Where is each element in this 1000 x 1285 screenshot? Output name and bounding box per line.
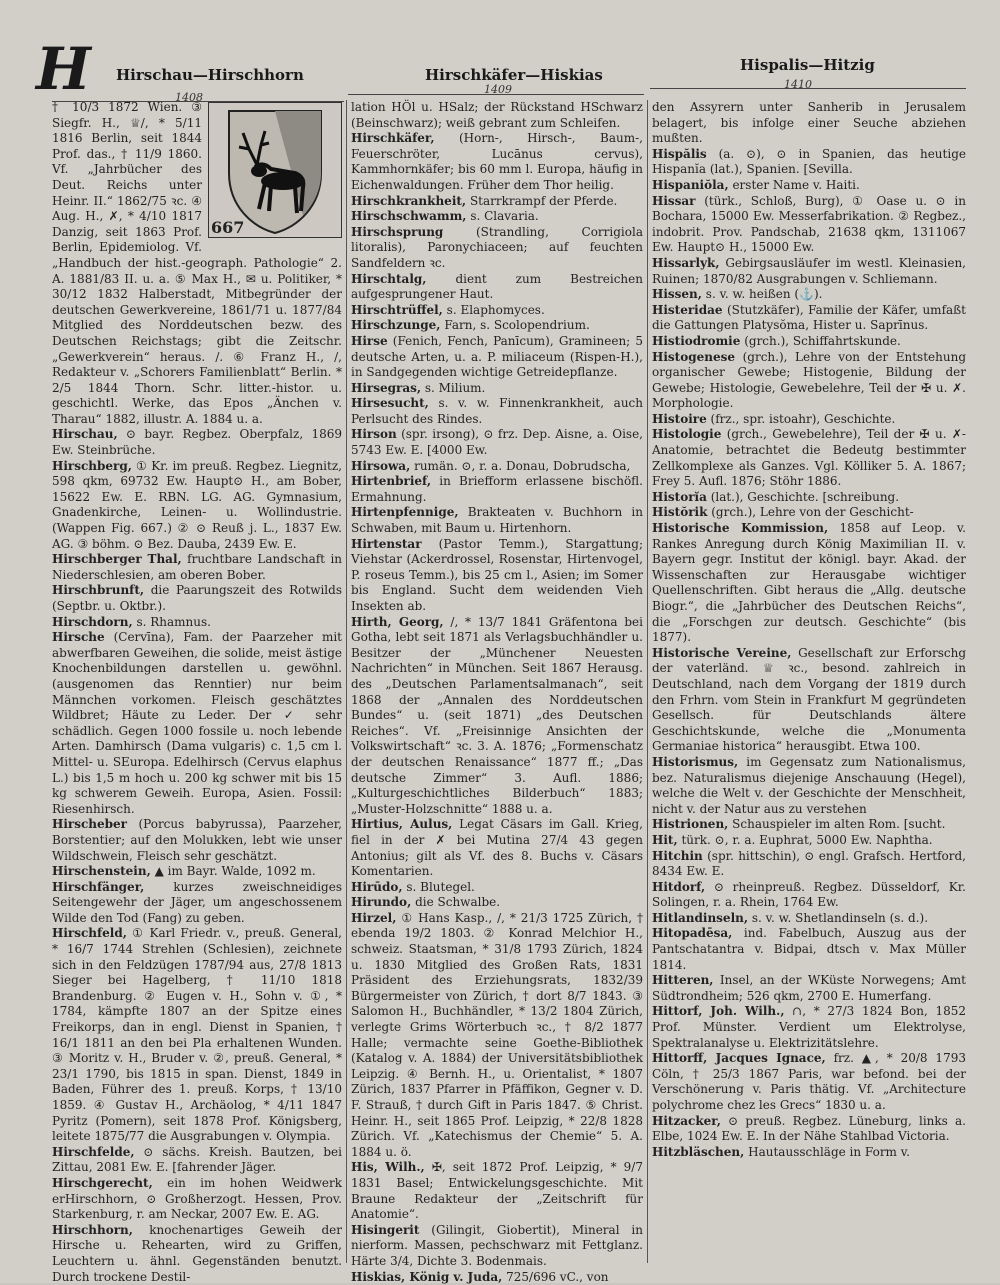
entry: Hitteren, Insel, an der WKüste Norwegens; Amt Südtrondheim; 526 qkm, 2700 E. Humerfang. <box>652 973 966 1003</box>
entry: Histologie (grch., Gewebelehre), Teil der ✠ u. ✗-Anatomie, betrachtet die Bedeutg bestimmter Zellkomplexe als Ganzes. Vgl. Kölliker 5. A. 1867; Frey 5. Aufl. 1876; Stöhr 1886. <box>652 427 966 489</box>
entry: Hitdorf, ⊙ rheinpreuß. Regbez. Düsseldorf, Kr. Solingen, r. a. Rhein, 1764 Ew. <box>652 879 966 910</box>
left-column-title: Hirschau—Hirschhorn <box>116 66 304 84</box>
column-left <box>52 100 343 1284</box>
entry: Hitzacker, ⊙ preuß. Regbez. Lüneburg, links a. Elbe, 1024 Ew. E. In der Nähe Stahlbad Victoria. <box>652 1113 966 1144</box>
entry: Hirschtalg, dient zum Bestreichen aufgesprungener Haut. <box>351 271 643 302</box>
entry: Hirscheber (Porcus babyrussa), Paarzeher, Borstentier; auf den Molukken, lebt wie unser Wildschwein, Fleisch sehr geschätzt. <box>52 817 342 863</box>
entry: Hisingerit (Gilingit, Giobertit), Mineral in nierform. Massen, pechschwarz mit Fettglanz. Härte 3/4, Dichte 3. Bodenmais. <box>351 1222 643 1268</box>
entry: Hispaniŏla, erster Name v. Haiti. <box>652 177 860 192</box>
entry: Hitopadēsa, ind. Fabelbuch, Auszug aus der Pantschatantra v. Bidpai, dtsch v. Max Müller 1814. <box>652 926 966 972</box>
entry: Hitchin (spr. hittschin), ⊙ engl. Grafsch. Hertford, 8434 Ew. E. <box>652 848 966 879</box>
entry: Hirschbrunft, die Paarungszeit des Rotwilds (Septbr. u. Oktbr.). <box>52 583 342 613</box>
entry: Hirschfeld, ① Karl Friedr. v., preuß. General, * 16/7 1744 Strehlen (Schlesien), zeichnete sich in den Feldzügen 1787/94 aus, 27/8 1813 Sieger bei Hagelberg, † 11/10 1818 Brandenburg. ② Eugen v. H., Sohn v. ①, * 1784, kämpfte 1807 an der Spitze eines Freikorps, dan in engl. Dienst in Spanien, † 16/1 1811 an den bei Pla erhaltenen Wunden. ③ Moritz v. H., Bruder v. ②, preuß. General, * 23/1 1790, bis 1815 in span. Dienst, 1849 in Baden, Führer des 1. preuß. Korps, † 13/10 1859. ④ Gustav H., Archäolog, * 4/11 1847 Pyritz (Pomern), seit 1878 Prof. Königsberg, leitete 1875/77 die Ausgrabungen v. Olympia. <box>52 926 342 1144</box>
column-right <box>652 100 966 1263</box>
entry: Hirson (spr. irsong), ⊙ frz. Dep. Aisne, a. Oise, 5743 Ew. E. [4000 Ew. <box>351 427 643 458</box>
right-page-number: 1410 <box>784 78 812 91</box>
column-center <box>351 100 643 1284</box>
entry: Hirūdo, s. Blutegel. <box>351 879 475 894</box>
entry: Hirtius, Aulus, Legat Cäsars im Gall. Krieg, fiel in der ✗ bei Mutina 27/4 43 gegen Antonius; gilt als Vf. des 8. Buchs v. Cäsars Komentarien. <box>351 817 643 879</box>
entry: Historische Vereine, Gesellschaft zur Erforschg der vaterländ. ♕ ꝛc., besond. zahlreich in Deutschland, nach dem Vorgang der 1819 durch den Frhrn. vom Stein in Frankfurt M gegründeten Gesellsch. für Deutschlands ältere Geschichtskunde, welche die „Monumenta Germaniae historica“ herausgibt. Etwa 100. <box>652 645 966 754</box>
figure-number: 667 <box>211 218 245 238</box>
entry: Hirtenpfennige, Brakteaten v. Buchhorn in Schwaben, mit Baum u. Hirtenhorn. <box>351 505 643 536</box>
entry: Hirschkäfer, (Horn-, Hirsch-, Baum-, Feuerschröter, Lucānus cervus), Kammhornkäfer; bis 60 mm l. Europa, häufig in Eichenwaldungen. Früher dem Thor heilig. <box>351 131 643 192</box>
entry: Hitzbläschen, Hautausschläge in Form v. <box>652 1144 910 1159</box>
entry: Hirschtrüffel, s. Elaphomyces. <box>351 302 545 317</box>
entry: Histeridae (Stutzkäfer), Familie der Käfer, umfaßt die Gattungen Platysŏma, Hister u. Saprīnus. <box>652 302 966 333</box>
center-page-number: 1409 <box>484 83 512 96</box>
entry: Hirsesucht, s. v. w. Finnenkrankheit, auch Perlsucht des Rindes. <box>351 396 643 426</box>
entry: Hirschzunge, Farn, s. Scolopendrium. <box>351 318 590 333</box>
entry: lation HÖl u. HSalz; der Rückstand HSchwarz (Beinschwarz); weiß gebrant zum Schleifen. <box>351 100 643 130</box>
entry: Hirschgerecht, ein im hohen Weidwerk erHirschhorn, ⊙ Großherzogt. Hessen, Prov. Starkenburg, r. am Neckar, 2007 Ew. E. AG. <box>52 1175 342 1222</box>
entry: Historĭa (lat.), Geschichte. [schreibung. <box>652 489 900 504</box>
entry: Hirschfänger, kurzes zweischneidiges Seitengewehr der Jäger, um angeschossenem Wilde den Tod (Fang) zu geben. <box>52 879 342 925</box>
entry: den Assyrern unter Sanherib in Jerusalem belagert, bis infolge einer Seuche abziehen mußten. <box>652 100 966 146</box>
entry: Hissen, s. v. w. heißen (⚓). <box>652 287 823 302</box>
entry: Hirschdorn, s. Rhamnus. <box>52 614 211 629</box>
entry: Hirzel, ① Hans Kasp., /, * 21/3 1725 Zürich, † ebenda 19/2 1803. ② Konrad Melchior H., schweiz. Staatsman, * 31/8 1793 Zürich, 1824 u. 1830 Mitglied des Großen Rats, 1831 Präsident des Erziehungsrats, 1832/39 Bürgermeister von Zürich, † dort 8/7 1843. ③ Salomon H., Buchhändler, * 13/2 1804 Zürich, verlegte Grims Wörterbuch ꝛc., † 8/2 1877 Halle; vermachte seine Goethe-Bibliothek (Katalog v. A. 1884) der Universitätsbibliothek Leipzig. ④ Bernh. H., u. Orientalist, * 1807 Zürich, 1837 Pfarrer in Pfäffikon, Gegner v. D. F. Strauß, † durch Gift in Paris 1847. ⑤ Christ. Heinr. H., seit 1865 Prof. Leipzig, * 22/8 1828 Zürich. Vf. „Katechismus der Chemie“ 5. A. 1884 u. ö. <box>351 910 643 1159</box>
entry: Hittorf, Joh. Wilh., ∩, * 27/3 1824 Bon, 1852 Prof. Münster. Verdient um Elektrolyse, Spektralanalyse u. Elektrizitätslehre. <box>652 1004 966 1050</box>
entry: † 10/3 1872 Wien. ③ Siegfr. H., ♕/, * 5/11 1816 Berlin, seit 1844 Prof. das., † 11/9 1860. Vf. „Jahrbücher des Deut. Reichs unter Heinr. II.“ 1862/75 ꝛc. ④ Aug. H., ✗, * 4/10 1817 Danzig, seit 1863 Prof. Berlin, Epidemiolog. Vf. „Handbuch der hist.-geograph. Pathologie“ 2. A. 1881/83 II. u. a. ⑤ Max H., ✉ u. Politiker, * 30/12 1832 Halberstadt, Mitbegründer der deutschen Gewerkvereine, 1861/71 u. 1877/84 Mitglied des Norddeutschen bezw. des Deutschen Reichstags; gibt die Zeitschr. „Gewerkverein“ heraus. /. ⑥ Franz H., /, Redakteur v. „Schorers Familienblatt“ Berlin. * 2/5 1844 Thorn. Schr. litter.-histor. u. geschichtl. Werke, das Epos „Änchen v. Tharau“ 1882, illustr. A. 1884 u. a. <box>52 100 342 426</box>
coat-of-arms-figure <box>208 102 342 238</box>
entry: Hirse (Fenich, Fench, Panīcum), Gramineen; 5 deutsche Arten, u. a. P. miliaceum (Rispen-H.), in Sandgegenden wichtige Getreidepflanze. <box>351 333 643 380</box>
entry: Histŏrik (grch.), Lehre von der Geschicht- <box>652 505 914 520</box>
entry: Hirsowa, rumän. ⊙, r. a. Donau, Dobrudscha, <box>351 458 631 473</box>
entry: His, Wilh., ✠, seit 1872 Prof. Leipzig, * 9/7 1831 Basel; Entwickelungsgeschichte. Mit Braune Redakteur der „Zeitschrift für Anatomie“. <box>351 1160 643 1222</box>
stag-crest-icon <box>209 103 341 237</box>
left-page-number: 1408 <box>175 91 203 104</box>
entry: Hirtenbrief, in Briefform erlassene bischöfl. Ermahnung. <box>351 474 643 504</box>
entry: Hitlandinseln, s. v. w. Shetlandinseln (s. d.). <box>652 910 929 925</box>
entry: Hirschberger Thal, fruchtbare Landschaft in Niederschlesien, am oberen Bober. <box>52 552 343 582</box>
entry: Hirschkrankheit, Starrkrampf der Pferde. <box>351 193 618 208</box>
entry: Hirundo, die Schwalbe. <box>351 895 501 910</box>
entry: Hirschsprung (Strandling, Corrigiola litoralis), Paronychiaceen; auf feuchten Sandfeldern ꝛc. <box>351 224 643 270</box>
entry: Hispălis (a. ⊙), ⊙ in Spanien, das heutige Hispanĭa (lat.), Spanien. [Sevilla. <box>652 146 966 177</box>
entry: Hirschberg, ① Kr. im preuß. Regbez. Liegnitz, 598 qkm, 69732 Ew. Haupt⊙ H., am Bober, 15622 Ew. E. RBN. LG. AG. Gymnasium, Gnadenkirche, Leinen- u. Wollindustrie. (Wappen Fig. 667.) ② ⊙ Reuß j. L., 1837 Ew. AG. ③ böhm. ⊙ Bez. Dauba, 2439 Ew. E. <box>52 458 342 551</box>
entry: Hirschschwamm, s. Clavaria. <box>351 209 539 224</box>
entry: Histrionen, Schauspieler im alten Rom. [sucht. <box>652 817 946 832</box>
entry: Hirschhorn, knochenartiges Geweih der Hirsche u. Rehearten, wird zu Griffen, Leuchtern u. ähnl. Gegenständen benutzt. Durch trockene Destil- <box>52 1222 342 1284</box>
entry: Hiskias, König v. Juda, 725/696 vC., von <box>351 1269 609 1284</box>
entry: Historische Kommission, 1858 auf Leop. v. Rankes Anregung durch König Maximilian II. v. Bayern gegr. Institut der königl. bayr. Akad. der Wissenschaften zur Herausgabe wichtiger Quellenschriften. Gibt heraus die „Allg. deutsche Biogr.“, die „Jahrbücher des Deutschen Reichs“, die „Forschgen zur deutsch. Geschichte“ (bis 1877). <box>652 521 966 645</box>
column-divider-2 <box>647 100 648 1263</box>
entry: Histoire (frz., spr. istoahr), Geschichte. <box>652 411 896 426</box>
right-column-title: Hispalis—Hitzig <box>740 56 875 74</box>
entry: Hit, türk. ⊙, r. a. Euphrat, 5000 Ew. Naphtha. <box>652 832 933 847</box>
entry: Historismus, im Gegensatz zum Nationalismus, bez. Naturalismus diejenige Anschauung (Hegel), welche die Welt v. der Geschichte der Menschheit, nicht v. der Natur aus zu verstehen <box>652 754 966 816</box>
center-column-title: Hirschkäfer—Hiskias <box>425 66 603 84</box>
section-letter: H <box>36 35 91 103</box>
entry: Hirtenstar (Pastor Temm.), Stargattung; Viehstar (Ackerdrossel, Rosenstar, Hirtenvogel, P. roseus Temm.), bis 25 cm l., Asien; im Somer bis England. Sucht dem weidenden Vieh Insekten ab. <box>351 536 643 613</box>
entry: Hirsche (Cervīna), Fam. der Paarzeher mit abwerfbaren Geweihen, die solide, meist ästige Knochenbildungen darstellen u. gewöhnl. (ausgenomen das Renntier) nur beim Männchen vorkomen. Fleisch geschätztes Wildbret; Häute zu Leder. Der ✓ sehr schädlich. Gegen 1000 fossile u. noch lebende Arten. Damhirsch (Dama vulgaris) c. 1,5 cm l. Mittel- u. SEuropa. Edelhirsch (Cervus elaphus L.) bis 1,5 m hoch u. 200 kg schwer mit bis 15 kg schwerem Geweih. Europa, Asien. Fossil: Riesenhirsch. <box>52 630 342 816</box>
entry: Histogenese (grch.), Lehre von der Entstehung organischer Gewebe; Histogenie, Bildung der Gewebe; Histologie, Gewebelehre, Teil der ✠ u. ✗. Morphologie. <box>652 349 966 411</box>
entry: Hirsegras, s. Milium. <box>351 380 486 395</box>
entry: Hirschenstein, ▲ im Bayr. Walde, 1092 m. <box>52 864 316 879</box>
entry: Hirschau, ⊙ bayr. Regbez. Oberpfalz, 1869 Ew. Steinbrüche. <box>52 427 342 458</box>
entry: Hirschfelde, ⊙ sächs. Kreish. Bautzen, bei Zittau, 2081 Ew. E. [fahrender Jäger. <box>52 1144 342 1175</box>
entry: Hittorff, Jacques Ignace, frz. ▲, * 20/8 1793 Cöln, † 25/3 1867 Paris, war befond. bei der Verschönerung v. Paris thätig. Vf. „Architecture polychrome chez les Grecs“ 1830 u. a. <box>652 1051 966 1112</box>
entry: Hissar (türk., Schloß, Burg), ① Oase u. ⊙ in Bochara, 15000 Ew. Messerfabrikation. ② Regbez., indobrit. Prov. Pandschab, 21638 qkm, 1311067 Ew. Haupt⊙ H., 15000 Ew. <box>652 193 966 255</box>
entry: Hirth, Georg, /, * 13/7 1841 Gräfentona bei Gotha, lebt seit 1871 als Verlagsbuchhändler u. Besitzer der „Münchener Neuesten Nachrichten“ in München. Seit 1867 Herausg. des „Deutschen Parlamentsalmanach“, seit 1868 der „Annalen des Norddeutschen Bundes“ u. (seit 1871) „des Deutschen Reiches“. Vf. „Freisinnige Ansichten der Volkswirtschaft“ ꝛc. 3. A. 1876; „Formenschatz der deutschen Renaissance“ 1877 ff.; „Das deutsche Zimmer“ 3. Aufl. 1886; „Kulturgeschichtliches Bilderbuch“ 1883; „Muster-Holzschnitte“ 1888 u. a. <box>351 614 643 816</box>
column-divider-1 <box>346 100 347 1263</box>
entry: Hissarlyk, Gebirgsausläufer im westl. Kleinasien, Ruinen; 1870/82 Ausgrabungen v. Schliemann. <box>652 255 966 286</box>
entry: Histiodromie (grch.), Schiffahrtskunde. <box>652 333 901 348</box>
